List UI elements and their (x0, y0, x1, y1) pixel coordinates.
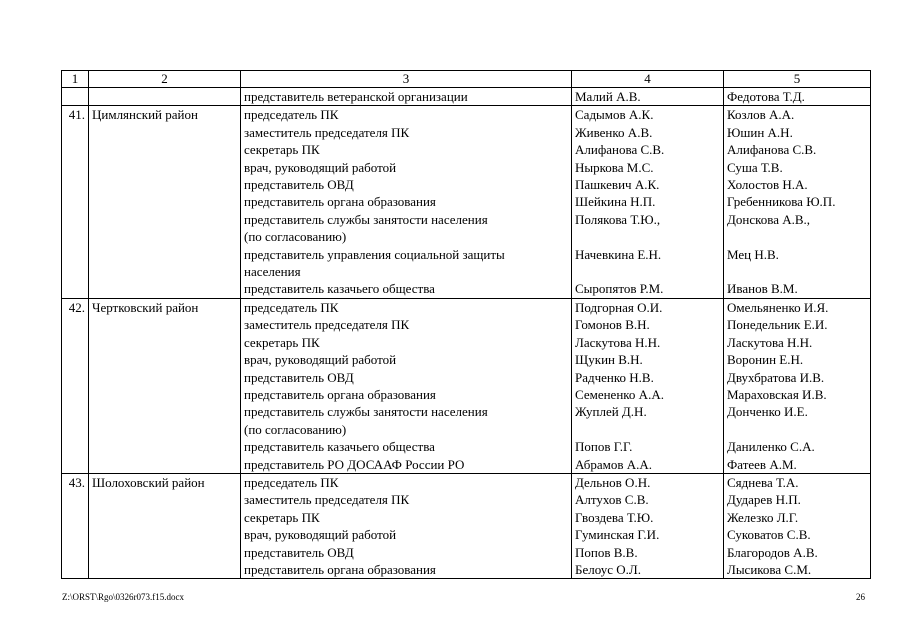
person-name: Дударев Н.П. (727, 492, 801, 508)
role-text: представитель службы занятости населения (244, 211, 488, 227)
role-text: заместитель председателя ПК (244, 492, 410, 508)
person-name: Понедельник Е.И. (727, 317, 828, 333)
role-text: представитель казачьего общества (244, 281, 435, 297)
person-name: Начевкина Е.Н. (575, 246, 662, 262)
person-name: Семененко А.А. (575, 386, 664, 402)
header-cell: 3 (241, 71, 572, 88)
person-name (575, 228, 720, 245)
member-cell (572, 473, 724, 578)
member-cell (572, 298, 724, 473)
person-name: Иванов В.М. (727, 281, 798, 297)
reserve-cell (724, 88, 871, 106)
file-path: Z:\ORST\Rgo\0326r073.f15.docx (62, 592, 184, 602)
person-name: Щукин В.Н. (575, 352, 643, 368)
role-cell (241, 106, 572, 298)
role-text: представитель ветеранской организации (244, 89, 468, 104)
person-name: Холостов Н.А. (727, 177, 808, 193)
role-text: представитель органа образования (244, 386, 436, 402)
person-name: Сяднева Т.А. (727, 474, 799, 490)
person-name (727, 228, 867, 245)
role-text: представитель ОВД (244, 369, 354, 385)
row-number: 43. (62, 473, 89, 578)
person-name (727, 263, 867, 280)
row-number (62, 88, 89, 106)
person-name (575, 263, 720, 280)
person-name: Алифанова С.В. (575, 142, 665, 158)
person-name: Живенко А.В. (575, 124, 653, 140)
member-cell (572, 106, 724, 298)
person-name (575, 421, 720, 438)
district-name: Цимлянский район (89, 106, 241, 298)
person-name: Гуминская Г.И. (575, 527, 660, 543)
person-name (727, 421, 867, 438)
person-name: Попов В.В. (575, 544, 638, 560)
person-name: Двухбратова И.В. (727, 369, 825, 385)
person-name: Ныркова М.С. (575, 159, 654, 175)
person-name: Шейкина Н.П. (575, 194, 656, 210)
role-text: секретарь ПК (244, 509, 320, 525)
person-name: Лысикова С.М. (727, 561, 812, 577)
person-name: Мараховская И.В. (727, 386, 827, 402)
district-name: Чертковский район (89, 298, 241, 473)
role-text: (по согласованию) (244, 229, 347, 245)
table-row (62, 106, 871, 298)
person-name: Мец Н.В. (727, 246, 779, 262)
row-number: 42. (62, 298, 89, 473)
role-text: представитель казачьего общества (244, 439, 435, 455)
role-cell (241, 298, 572, 473)
person-name: Донскова А.В., (727, 211, 811, 227)
person-name: Гвоздева Т.Ю. (575, 509, 654, 525)
person-name: Воронин Е.Н. (727, 352, 804, 368)
person-name: Суша Т.В. (727, 159, 783, 175)
person-name: Донченко И.Е. (727, 404, 808, 420)
person-name: Полякова Т.Ю., (575, 211, 661, 227)
role-cell (241, 473, 572, 578)
person-name: Даниленко С.А. (727, 439, 815, 455)
person-name: Садымов А.К. (575, 107, 654, 123)
role-text: заместитель председателя ПК (244, 124, 410, 140)
role-text: заместитель председателя ПК (244, 317, 410, 333)
role-text: врач, руководящий работой (244, 352, 397, 368)
role-text: представитель управления социальной защиты (244, 246, 505, 262)
person-name: Федотова Т.Д. (727, 89, 805, 104)
role-text: представитель ОВД (244, 544, 354, 560)
role-text: врач, руководящий работой (244, 159, 397, 175)
district-name: Шолоховский район (89, 473, 241, 578)
header-cell: 2 (89, 71, 241, 88)
person-name: Суковатов С.В. (727, 527, 811, 543)
person-name: Гомонов В.Н. (575, 317, 650, 333)
person-name: Благородов А.В. (727, 544, 818, 560)
person-name: Фатеев А.М. (727, 456, 797, 472)
district-name (89, 88, 241, 106)
person-name: Попов Г.Г. (575, 439, 633, 455)
person-name: Дельнов О.Н. (575, 474, 651, 490)
table-row (62, 473, 871, 578)
person-name: Алифанова С.В. (727, 142, 817, 158)
person-name: Омельяненко И.Я. (727, 299, 829, 315)
person-name: Абрамов А.А. (575, 456, 653, 472)
role-text: председатель ПК (244, 299, 339, 315)
table-row (62, 88, 871, 106)
person-name: Радченко Н.В. (575, 369, 654, 385)
person-name: Пашкевич А.К. (575, 177, 660, 193)
row-number: 41. (62, 106, 89, 298)
reserve-cell (724, 106, 871, 298)
person-name: Белоус О.Л. (575, 561, 641, 577)
header-cell: 4 (572, 71, 724, 88)
role-text: председатель ПК (244, 107, 339, 123)
person-name: Железко Л.Г. (727, 509, 799, 525)
header-cell: 5 (724, 71, 871, 88)
role-text: секретарь ПК (244, 142, 320, 158)
person-name: Подгорная О.И. (575, 299, 663, 315)
person-name: Алтухов С.В. (575, 492, 649, 508)
person-name: Сыропятов Р.М. (575, 281, 664, 297)
person-name: Гребенникова Ю.П. (727, 194, 836, 210)
header-row (62, 71, 871, 88)
member-cell (572, 88, 724, 106)
role-text: представитель органа образования (244, 561, 436, 577)
role-text: врач, руководящий работой (244, 527, 397, 543)
role-text: представитель РО ДОСААФ России РО (244, 456, 465, 472)
reserve-cell (724, 298, 871, 473)
role-text: председатель ПК (244, 474, 339, 490)
role-text: представитель органа образования (244, 194, 436, 210)
page-number: 26 (856, 592, 865, 602)
role-text: (по согласованию) (244, 421, 347, 437)
role-text: представитель ОВД (244, 177, 354, 193)
table-row (62, 298, 871, 473)
role-text: секретарь ПК (244, 334, 320, 350)
header-cell: 1 (62, 71, 89, 88)
role-cell (241, 88, 572, 106)
person-name: Малий А.В. (575, 89, 641, 104)
role-text: представитель службы занятости населения (244, 404, 488, 420)
person-name: Юшин А.Н. (727, 124, 793, 140)
person-name: Ласкутова Н.Н. (727, 334, 813, 350)
reserve-cell (724, 473, 871, 578)
person-name: Ласкутова Н.Н. (575, 334, 661, 350)
role-text: населения (244, 264, 301, 280)
person-name: Козлов А.А. (727, 107, 795, 123)
commission-table (61, 70, 871, 579)
person-name: Жуплей Д.Н. (575, 404, 647, 420)
